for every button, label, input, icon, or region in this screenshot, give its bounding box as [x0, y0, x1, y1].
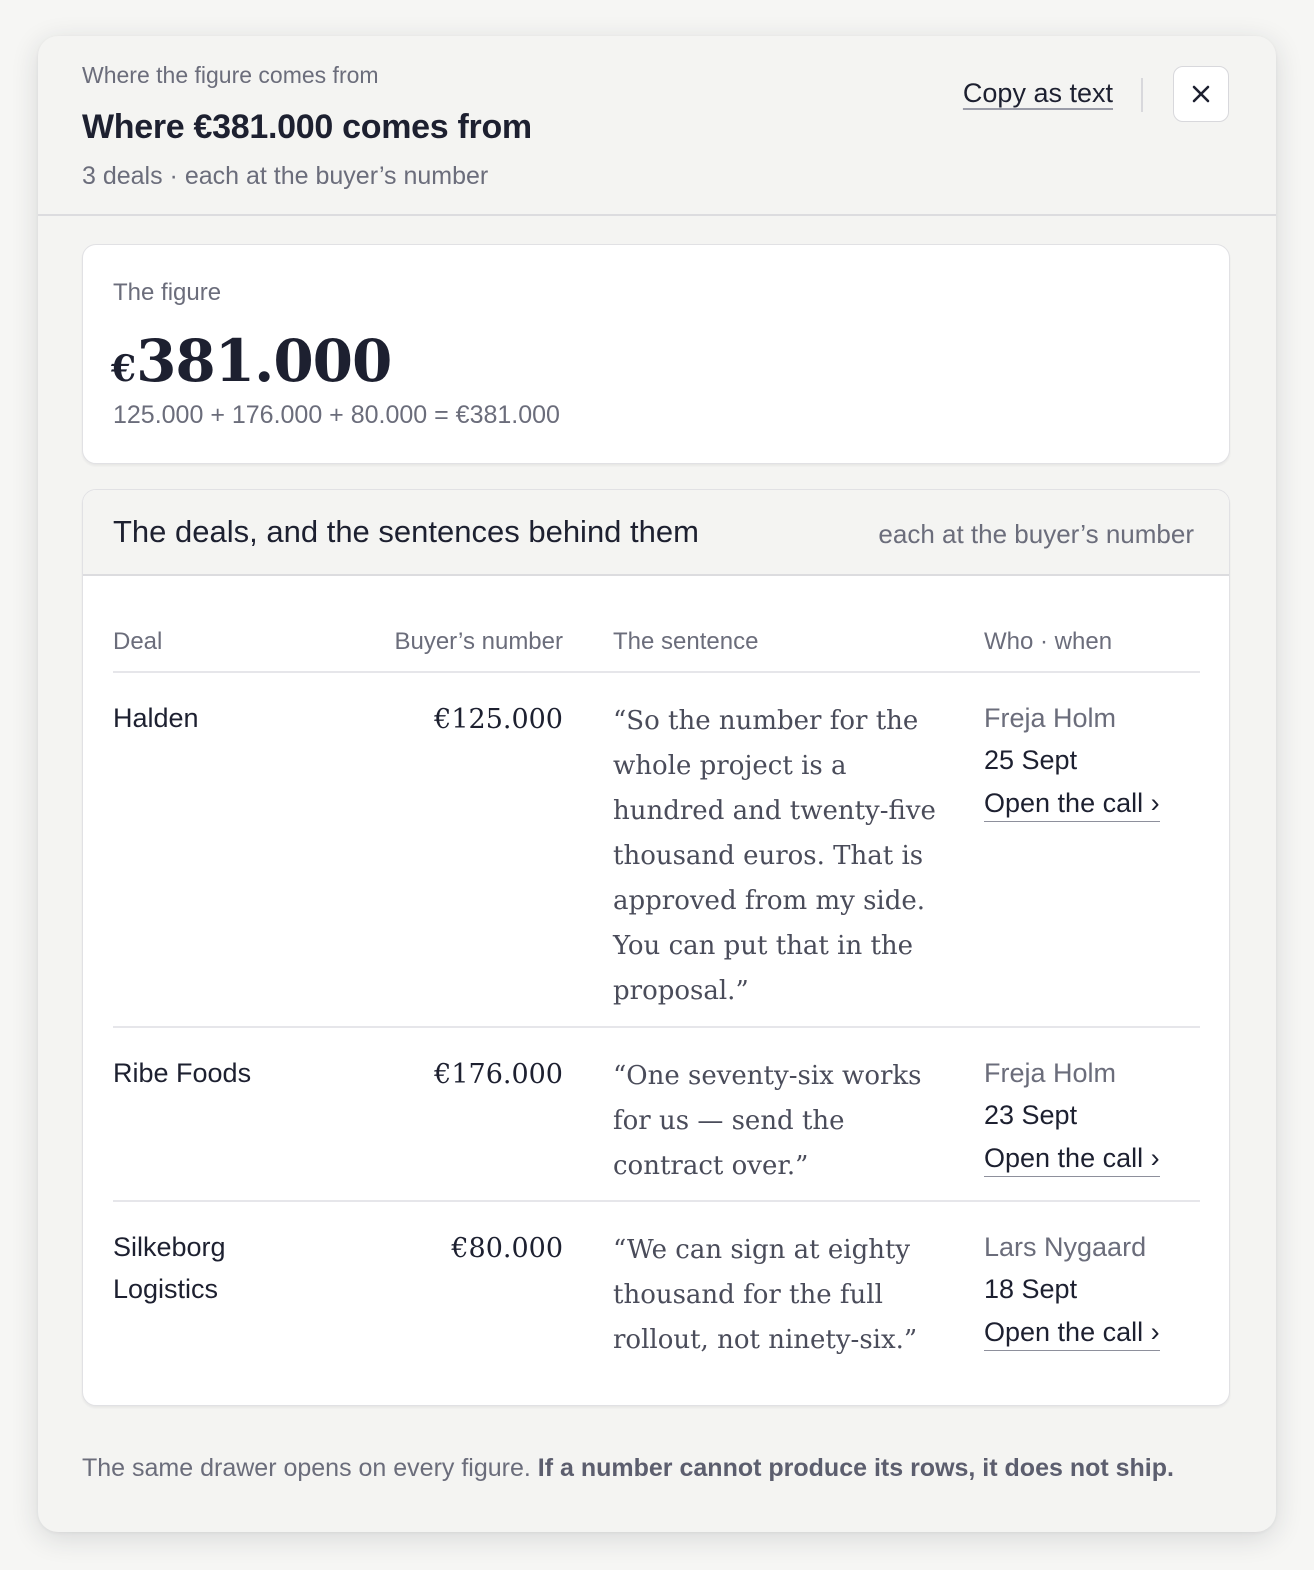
close-button[interactable] [1173, 66, 1229, 122]
deal-who-when [984, 1052, 1214, 1177]
row-divider [113, 1026, 1200, 1028]
footer-bold-text: If a number cannot produce its rows, it does not ship. [537, 1454, 1174, 1482]
figure-sum: 125.000 + 176.000 + 80.000 = €381.000 [113, 401, 560, 429]
deal-date: 25 Sept [984, 745, 1078, 775]
column-header-sentence: The sentence [613, 628, 759, 655]
deals-note: each at the buyer’s number [878, 519, 1194, 549]
deal-who-when [984, 1226, 1214, 1351]
copy-as-text-button[interactable]: Copy as text [962, 78, 1113, 108]
drawer-subtitle: 3 deals · each at the buyer’s number [82, 162, 489, 190]
deal-sentence: “One seventy-six works for us — send the contract over.” [613, 1061, 922, 1181]
deals-card [82, 489, 1230, 1406]
close-icon [1191, 84, 1211, 104]
deal-person: Freja Holm [984, 703, 1117, 733]
deal-date: 23 Sept [984, 1100, 1078, 1130]
deal-amount: €176.000 [434, 1059, 563, 1090]
figure-value [111, 327, 391, 395]
deal-sentence: “We can sign at eighty thousand for the full rollout, not ninety-six.” [613, 1235, 918, 1355]
drawer-title: Where €381.000 comes from [82, 108, 532, 146]
open-call-link[interactable]: Open the call › [984, 1314, 1160, 1351]
deals-title: The deals, and the sentences behind them [113, 514, 699, 549]
table-header-divider [113, 671, 1200, 673]
footer-text: The same drawer opens on every figure. [82, 1454, 531, 1482]
provenance-drawer [38, 36, 1276, 1532]
header-divider [1141, 78, 1143, 112]
open-call-link[interactable]: Open the call › [984, 1140, 1160, 1177]
open-call-link[interactable]: Open the call › [984, 785, 1160, 822]
figure-amount: 381.000 [136, 327, 392, 395]
deal-date: 18 Sept [984, 1274, 1078, 1304]
deal-amount: €80.000 [451, 1233, 563, 1264]
deal-person: Lars Nygaard [984, 1232, 1147, 1262]
drawer-header [38, 36, 1276, 216]
column-header-who-when: Who · when [984, 628, 1113, 655]
column-header-buyers-number: Buyer’s number [394, 628, 563, 655]
deal-sentence: “So the number for the whole project is a hundred and twenty-five thousand euros. That is approved from my side. You can put that in the proposal.” [613, 706, 936, 1006]
deal-person: Freja Holm [984, 1058, 1117, 1088]
deal-who-when [984, 697, 1214, 822]
row-divider [113, 1200, 1200, 1202]
deal-name: Ribe Foods [113, 1058, 252, 1088]
deal-amount: €125.000 [434, 704, 563, 735]
figure-currency: € [111, 348, 137, 390]
figure-card [82, 244, 1230, 464]
deal-name: Silkeborg Logistics [113, 1232, 226, 1304]
figure-label: The figure [113, 279, 222, 306]
column-header-deal: Deal [113, 628, 163, 655]
deal-name: Halden [113, 703, 199, 733]
drawer-eyebrow: Where the figure comes from [82, 62, 379, 88]
footer-note [82, 1454, 1174, 1483]
deals-header [83, 490, 1229, 576]
